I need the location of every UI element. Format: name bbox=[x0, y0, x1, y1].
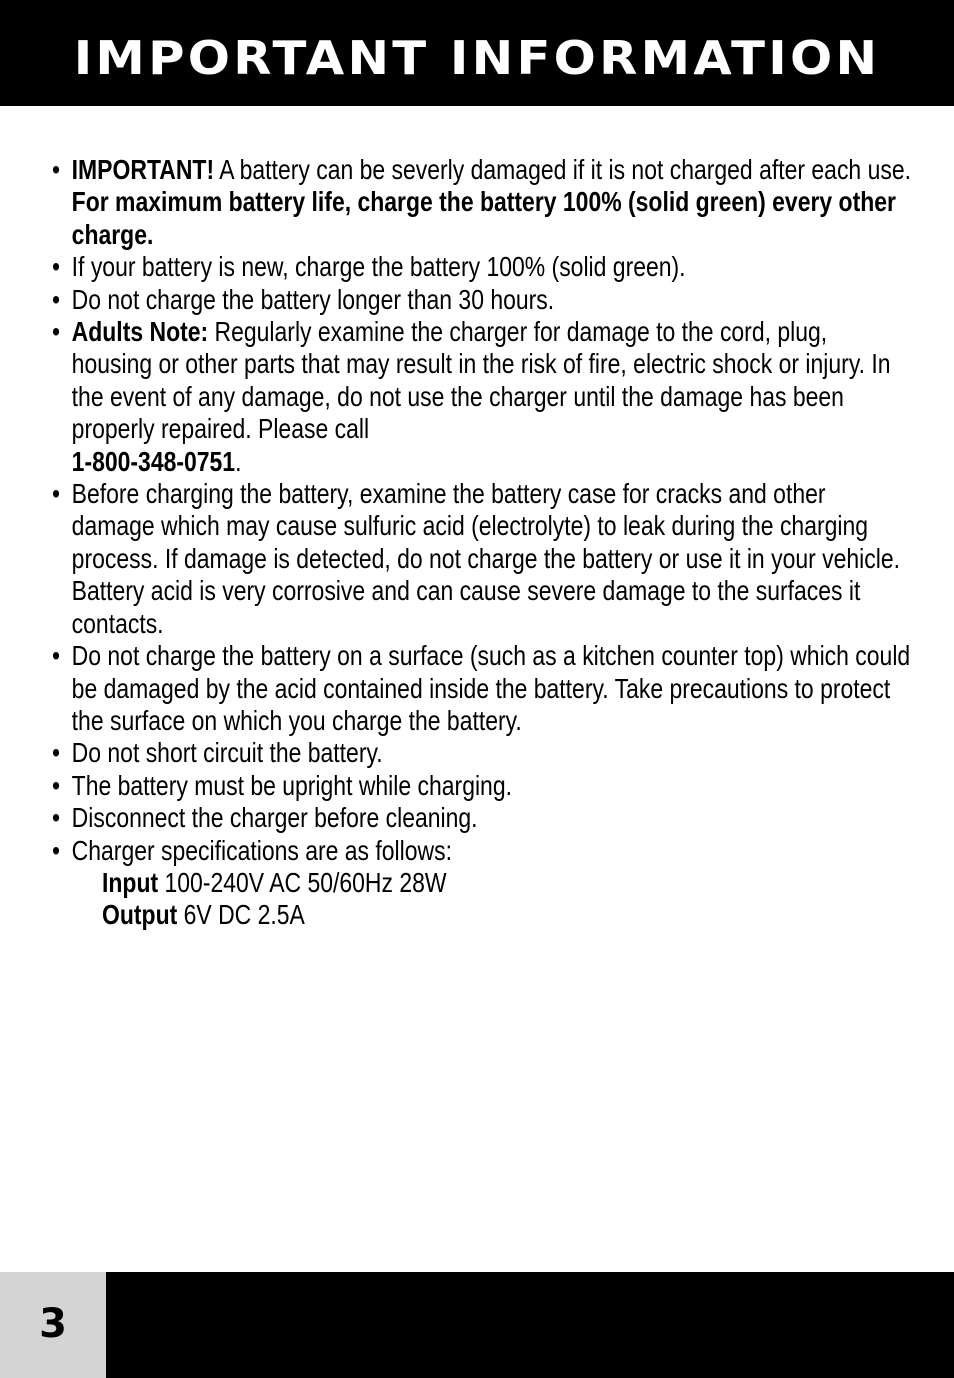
list-item bbox=[52, 640, 912, 737]
spec-output-line bbox=[72, 899, 913, 931]
list-item bbox=[52, 316, 912, 478]
list-item bbox=[52, 802, 912, 834]
bullet-mark: • bbox=[52, 316, 61, 348]
spec-input-value: 100-240V AC 50/60Hz 28W bbox=[158, 866, 447, 898]
bullet-mark: • bbox=[52, 737, 61, 769]
adults-note-label: Adults Note: bbox=[71, 316, 209, 348]
phone-number: 1-800-348-0751 bbox=[71, 445, 236, 477]
list-item bbox=[52, 770, 912, 802]
list-item bbox=[52, 478, 912, 640]
bullet-mark: • bbox=[52, 154, 61, 185]
important-label: IMPORTANT! bbox=[71, 154, 215, 185]
page-title: IMPORTANT INFORMATION bbox=[73, 31, 881, 85]
list-item-text: Do not charge the battery longer than 30 hours. bbox=[71, 283, 555, 315]
list-item-text: If your battery is new, charge the battery 100% (solid green). bbox=[71, 251, 686, 283]
bullet-mark: • bbox=[52, 802, 61, 834]
list-item bbox=[52, 251, 912, 283]
list-item-text: The battery must be upright while charging. bbox=[71, 769, 512, 801]
list-item-text: Regularly examine the charger for damage to the cord, plug, housing or other parts that may result in the risk of fire, electric shock or injury. In the event of any damage, do not use the charger until the damage has been properly repaired. Please call bbox=[71, 316, 891, 445]
emphasis-text: For maximum battery life, charge the battery 100% (solid green) every other charge. bbox=[71, 186, 896, 250]
list-item bbox=[52, 737, 912, 769]
header-bar bbox=[0, 0, 954, 106]
content-area bbox=[52, 154, 912, 932]
page-number-box bbox=[0, 1272, 106, 1378]
info-bullet-list bbox=[52, 154, 912, 932]
spec-input-label: Input bbox=[102, 866, 159, 898]
spec-output-label: Output bbox=[102, 899, 178, 931]
info-text-block bbox=[52, 154, 912, 932]
footer-bar bbox=[106, 1272, 954, 1378]
spec-output-value: 6V DC 2.5A bbox=[177, 899, 305, 931]
spec-input-line bbox=[72, 867, 913, 899]
list-item-text: Disconnect the charger before cleaning. bbox=[71, 802, 478, 834]
bullet-mark: • bbox=[52, 640, 61, 672]
list-item-text: Do not short circuit the battery. bbox=[71, 737, 383, 769]
list-item bbox=[52, 284, 912, 316]
list-item bbox=[52, 835, 912, 932]
bullet-mark: • bbox=[52, 478, 61, 510]
list-item bbox=[52, 154, 912, 251]
list-item-text: Do not charge the battery on a surface (such as a kitchen counter top) which could be damaged by the acid contained inside the battery. Take precautions to protect the surface on which you charge the battery. bbox=[71, 640, 911, 736]
bullet-mark: • bbox=[52, 283, 61, 315]
page-number: 3 bbox=[39, 1301, 67, 1347]
phone-suffix: . bbox=[235, 445, 242, 477]
list-item-text: Charger specifications are as follows: bbox=[71, 834, 452, 866]
bullet-mark: • bbox=[52, 834, 61, 866]
bullet-mark: • bbox=[52, 769, 61, 801]
bullet-mark: • bbox=[52, 251, 61, 283]
list-item-text: Before charging the battery, examine the battery case for cracks and other damage which may cause sulfuric acid (electrolyte) to leak during the charging process. If damage is detected, do not charge the battery or use it in your vehicle. Battery acid is very corrosive and can cause severe damage to the surfaces it contacts. bbox=[71, 478, 900, 639]
list-item-text: A battery can be severly damaged if it is not charged after each use. bbox=[214, 154, 911, 185]
